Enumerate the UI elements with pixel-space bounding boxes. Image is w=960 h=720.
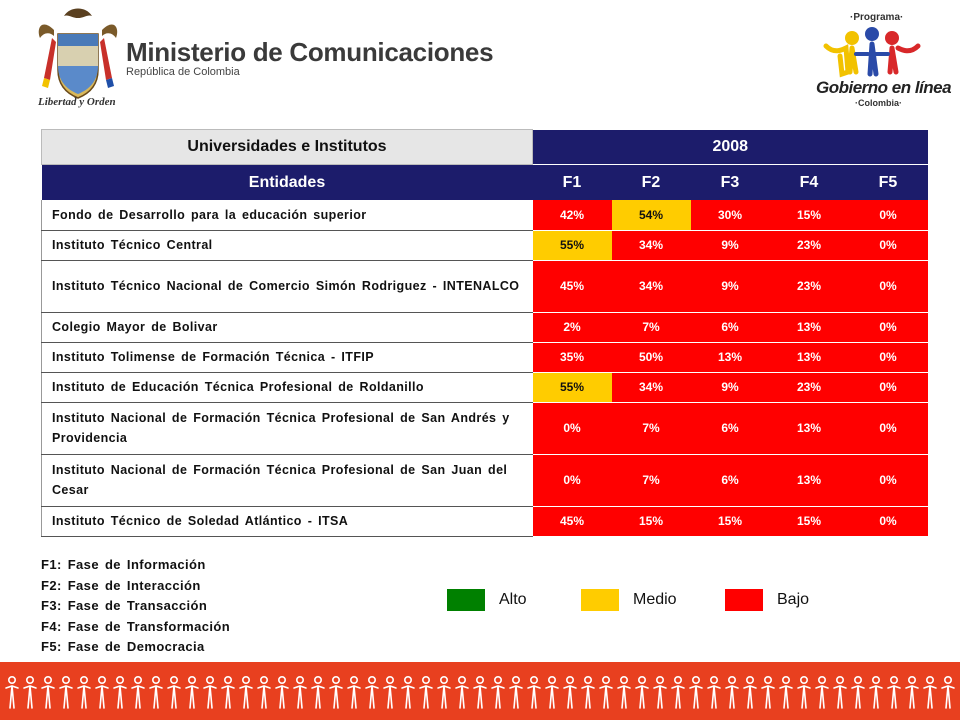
entity-name-cell: Fondo de Desarrollo para la educación superior [42, 200, 533, 230]
phase-value-cell: 2% [533, 312, 612, 342]
slide-header [0, 0, 960, 125]
phase-value-cell: 0% [533, 454, 612, 506]
person-figure [132, 677, 144, 708]
entity-name-cell: Instituto Nacional de Formación Técnica Profesional de San Juan del Cesar [42, 454, 533, 506]
ministry-subtitle: República de Colombia [126, 66, 240, 78]
phase-note: F4: Fase de Transformación [41, 618, 231, 634]
legend-label-alto: Alto [499, 591, 527, 608]
person-figure [384, 677, 396, 708]
phase-value-cell: 0% [849, 260, 928, 312]
person-figure [582, 677, 594, 708]
phase-value-cell: 9% [691, 230, 770, 260]
person-figure [942, 677, 954, 708]
phase-note: F2: Fase de Interacción [41, 577, 201, 593]
person-figure [276, 677, 288, 708]
entity-name-cell: Instituto Tolimense de Formación Técnica - ITFIP [42, 342, 533, 372]
phase-value-cell: 6% [691, 312, 770, 342]
group-header: Universidades e Institutos [42, 130, 533, 165]
person-figure [546, 677, 558, 708]
person-figure [618, 677, 630, 708]
entity-name-cell: Colegio Mayor de Bolivar [42, 312, 533, 342]
table-row [42, 372, 928, 402]
person-figure [294, 677, 306, 708]
phase-value-cell: 15% [770, 200, 849, 230]
person-figure [96, 677, 108, 708]
person-figure [510, 677, 522, 708]
person-figure [312, 677, 324, 708]
phase-note: F3: Fase de Transacción [41, 598, 208, 613]
phase-value-cell: 0% [849, 454, 928, 506]
phase-value-cell: 7% [612, 402, 691, 454]
person-figure [780, 677, 792, 708]
phase-value-cell: 23% [770, 230, 849, 260]
phase-value-cell: 34% [612, 230, 691, 260]
phase-header-f3: F3 [691, 165, 770, 201]
footer-band [0, 662, 960, 720]
ministry-brand [126, 38, 493, 78]
person-figure [726, 677, 738, 708]
phase-value-cell: 6% [691, 402, 770, 454]
entity-name-cell: Instituto Técnico de Soledad Atlántico - ITSA [42, 506, 533, 536]
phase-value-cell: 13% [770, 454, 849, 506]
phase-value-cell: 35% [533, 342, 612, 372]
person-figure [636, 677, 648, 708]
phase-note: F1: Fase de Información [41, 557, 206, 572]
program-title: Gobierno en línea [816, 78, 952, 97]
person-figure [456, 677, 468, 708]
phase-value-cell: 9% [691, 372, 770, 402]
person-figure [492, 677, 504, 708]
person-figure [348, 677, 360, 708]
person-figure [672, 677, 684, 708]
entity-name-cell: Instituto Nacional de Formación Técnica Profesional de San Andrés y Providencia [42, 402, 533, 454]
person-figure [816, 677, 828, 708]
person-figure [402, 677, 414, 708]
phase-value-cell: 45% [533, 260, 612, 312]
table-row [42, 454, 928, 506]
phase-value-cell: 55% [533, 230, 612, 260]
legend-swatch-alto [447, 589, 485, 611]
person-figure [366, 677, 378, 708]
person-figure [870, 677, 882, 708]
person-figure [528, 677, 540, 708]
ministry-title: Ministerio de Comunicaciones [126, 37, 494, 67]
person-figure [888, 677, 900, 708]
person-figure [690, 677, 702, 708]
phase-value-cell: 30% [691, 200, 770, 230]
phase-value-cell: 13% [770, 312, 849, 342]
person-figure [762, 677, 774, 708]
program-country: ·Colombia· [855, 98, 902, 108]
phase-notes [41, 555, 230, 658]
person-figure [474, 677, 486, 708]
entity-name-cell: Instituto de Educación Técnica Profesional de Roldanillo [42, 372, 533, 402]
legend-swatch-medio [581, 589, 619, 611]
phase-header-f4: F4 [770, 165, 849, 201]
person-figure [600, 677, 612, 708]
table-row [42, 260, 928, 312]
person-figure [42, 677, 54, 708]
table-column-header-row [42, 165, 928, 201]
person-figure [420, 677, 432, 708]
phase-value-cell: 45% [533, 506, 612, 536]
table-row [42, 402, 928, 454]
phase-value-cell: 0% [849, 200, 928, 230]
phase-value-cell: 7% [612, 312, 691, 342]
results-table [41, 129, 928, 537]
person-figure [6, 677, 18, 708]
person-figure [168, 677, 180, 708]
person-figure [204, 677, 216, 708]
legend-swatch-bajo [725, 589, 763, 611]
entity-name-cell: Instituto Técnico Central [42, 230, 533, 260]
phase-value-cell: 15% [770, 506, 849, 536]
phase-value-cell: 0% [849, 230, 928, 260]
phase-value-cell: 54% [612, 200, 691, 230]
person-figure [150, 677, 162, 708]
person-figure [654, 677, 666, 708]
person-figure [258, 677, 270, 708]
person-figure [330, 677, 342, 708]
phase-value-cell: 55% [533, 372, 612, 402]
phase-header-f5: F5 [849, 165, 928, 201]
table-row [42, 312, 928, 342]
phase-value-cell: 0% [849, 402, 928, 454]
phase-header-f1: F1 [533, 165, 612, 201]
person-figure [240, 677, 252, 708]
legend-label-medio: Medio [633, 591, 677, 608]
table-row [42, 230, 928, 260]
person-figure [834, 677, 846, 708]
person-figure [564, 677, 576, 708]
coat-motto: Libertad y Orden [38, 96, 116, 108]
phase-value-cell: 42% [533, 200, 612, 230]
phase-value-cell: 13% [770, 342, 849, 372]
table-group-header-row [42, 130, 928, 165]
phase-value-cell: 34% [612, 260, 691, 312]
phase-value-cell: 0% [849, 506, 928, 536]
person-figure [60, 677, 72, 708]
phase-value-cell: 13% [691, 342, 770, 372]
phase-value-cell: 0% [849, 372, 928, 402]
table-row [42, 506, 928, 536]
person-figure [438, 677, 450, 708]
person-figure [906, 677, 918, 708]
program-label: ·Programa· [850, 12, 904, 23]
phase-header-f2: F2 [612, 165, 691, 201]
table-row [42, 200, 928, 230]
people-chain-icon [0, 662, 960, 720]
person-figure [222, 677, 234, 708]
person-figure [114, 677, 126, 708]
legend-label-bajo: Bajo [777, 591, 810, 608]
person-figure [924, 677, 936, 708]
phase-value-cell: 50% [612, 342, 691, 372]
person-figure [78, 677, 90, 708]
phase-value-cell: 13% [770, 402, 849, 454]
entity-column-header: Entidades [42, 165, 533, 201]
year-header: 2008 [533, 130, 928, 165]
person-figure [708, 677, 720, 708]
person-figure [186, 677, 198, 708]
person-figure [744, 677, 756, 708]
person-figure [798, 677, 810, 708]
phase-value-cell: 6% [691, 454, 770, 506]
person-figure [852, 677, 864, 708]
phase-value-cell: 23% [770, 372, 849, 402]
phase-value-cell: 0% [533, 402, 612, 454]
phase-value-cell: 15% [612, 506, 691, 536]
person-figure [24, 677, 36, 708]
entity-name-cell: Instituto Técnico Nacional de Comercio Simón Rodriguez - INTENALCO [42, 260, 533, 312]
phase-value-cell: 9% [691, 260, 770, 312]
phase-value-cell: 7% [612, 454, 691, 506]
phase-value-cell: 15% [691, 506, 770, 536]
phase-value-cell: 0% [849, 312, 928, 342]
phase-value-cell: 23% [770, 260, 849, 312]
phase-note: F5: Fase de Democracia [41, 639, 205, 654]
phase-value-cell: 0% [849, 342, 928, 372]
phase-value-cell: 34% [612, 372, 691, 402]
table-row [42, 342, 928, 372]
